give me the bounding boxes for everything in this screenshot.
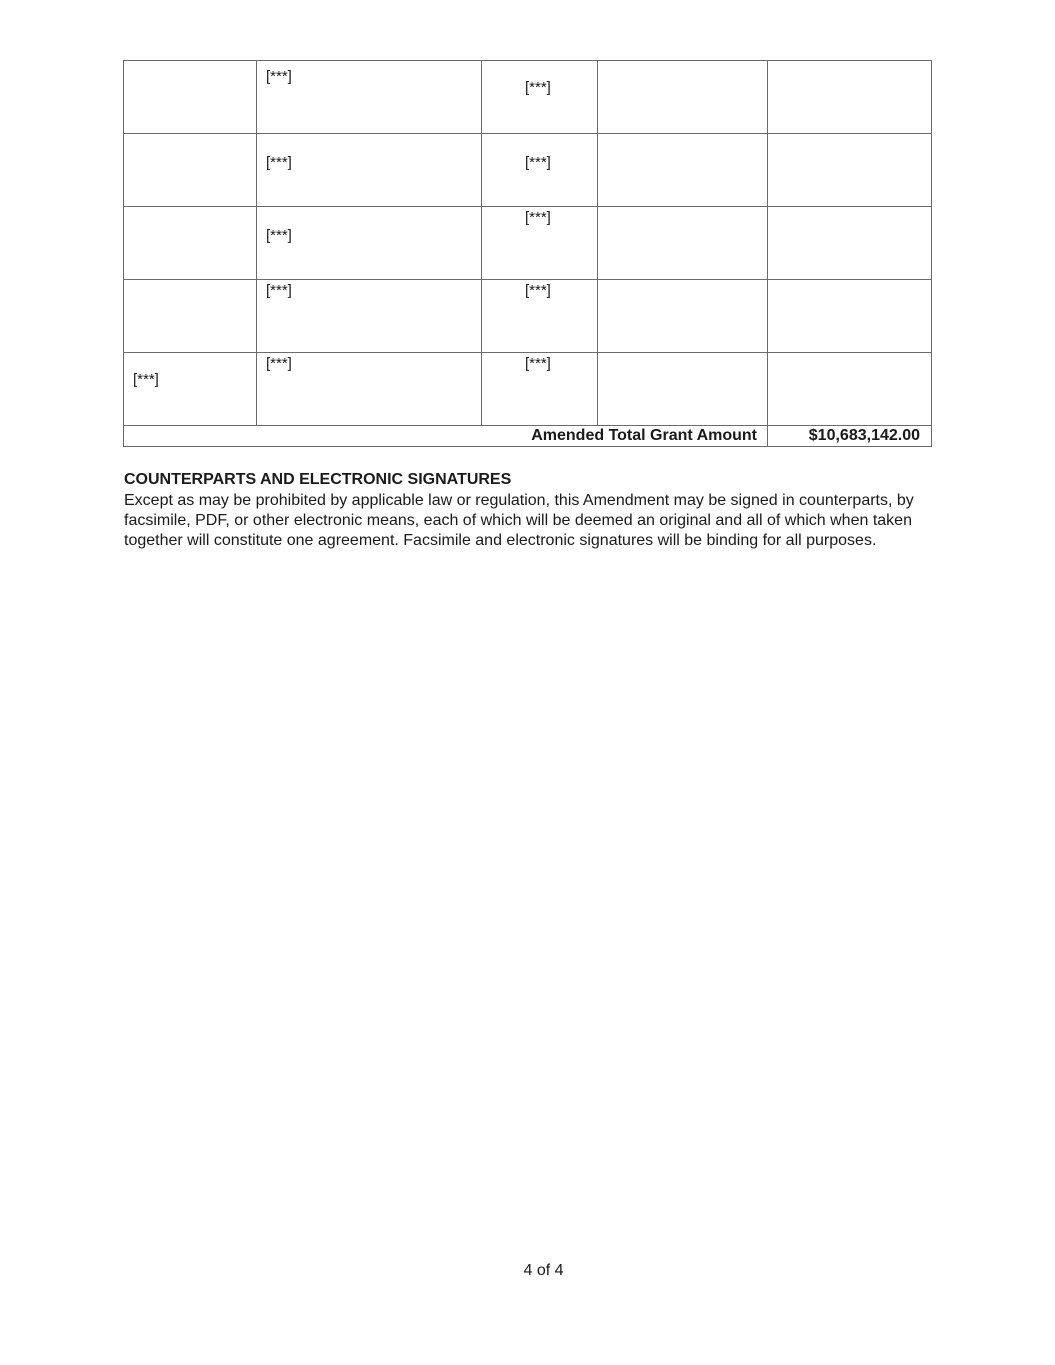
table-row: [124, 207, 932, 280]
table-cell: [124, 207, 257, 280]
table-row: [124, 280, 932, 353]
table-cell: [598, 353, 768, 426]
table-cell: [768, 353, 932, 426]
cell-text: [***]: [525, 355, 551, 372]
table-cell: [768, 134, 932, 207]
total-label: Amended Total Grant Amount: [124, 426, 768, 447]
table-cell: [257, 61, 482, 134]
table-cell: [482, 207, 598, 280]
table-cell: [124, 353, 257, 426]
grant-amount-table: [123, 60, 932, 447]
counterparts-section: [124, 470, 934, 551]
table-cell: [482, 280, 598, 353]
table-row: [124, 61, 932, 134]
cell-text: [***]: [266, 282, 292, 299]
cell-text: [***]: [525, 154, 551, 171]
table-cell: [124, 134, 257, 207]
page-number: 4 of 4: [523, 1262, 564, 1279]
cell-text: [***]: [525, 209, 551, 226]
table-cell: [598, 207, 768, 280]
table-cell: [124, 61, 257, 134]
table-cell: [598, 61, 768, 134]
section-heading: COUNTERPARTS AND ELECTRONIC SIGNATURES: [124, 471, 512, 488]
table-cell: [257, 207, 482, 280]
total-row: [124, 426, 932, 447]
cell-text: [***]: [525, 282, 551, 299]
table-row: [124, 353, 932, 426]
cell-text: [***]: [266, 68, 292, 85]
table-cell: [482, 61, 598, 134]
table-cell: [768, 61, 932, 134]
table-cell: [257, 353, 482, 426]
cell-text: [***]: [266, 154, 292, 171]
cell-text: [***]: [133, 371, 159, 388]
table-cell: [598, 280, 768, 353]
table-cell: [482, 134, 598, 207]
table-cell: [768, 280, 932, 353]
cell-text: [***]: [525, 79, 551, 96]
table-cell: [124, 280, 257, 353]
cell-text: [***]: [266, 355, 292, 372]
table-cell: [257, 280, 482, 353]
table-cell: [257, 134, 482, 207]
total-value: $10,683,142.00: [768, 426, 932, 447]
table-row: [124, 134, 932, 207]
table-cell: [482, 353, 598, 426]
section-body: Except as may be prohibited by applicable law or regulation, this Amendment may be signed in counterparts, by facsimile, PDF, or other electronic means, each of which will be deemed an original and all of which when taken together will constitute one agreement. Facsimile and electronic signatures will be binding for all purposes.: [124, 492, 914, 549]
cell-text: [***]: [266, 227, 292, 244]
table-cell: [598, 134, 768, 207]
table-cell: [768, 207, 932, 280]
